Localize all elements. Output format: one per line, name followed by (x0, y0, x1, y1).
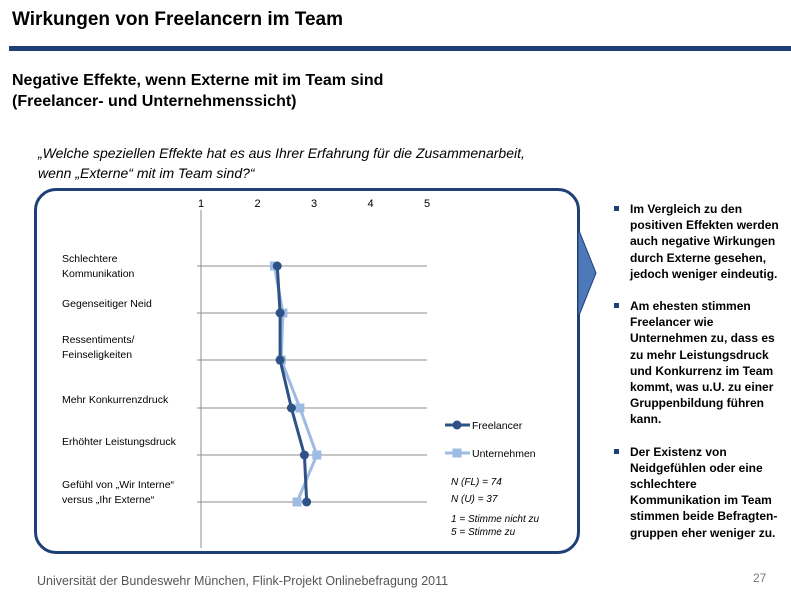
data-point-unternehmen (312, 451, 321, 460)
legend-label: Unternehmen (472, 448, 536, 460)
data-point-freelancer (300, 451, 309, 460)
footer-text: Universität der Bundeswehr München, Flink-Projekt Onlinebefragung 2011 (37, 574, 449, 588)
data-point-freelancer (287, 404, 296, 413)
question-line-1: „Welche speziellen Effekte hat es aus Ihrer Erfahrung für die Zusammenarbeit, (38, 145, 525, 161)
arrow-right-icon (578, 228, 598, 318)
chart-note: N (FL) = 74 (451, 477, 502, 488)
chart-note: N (U) = 37 (451, 494, 498, 505)
page-title: Wirkungen von Freelancern im Team (12, 9, 344, 30)
chart-note: 5 = Stimme zu (451, 527, 516, 538)
question-line-2: wenn „Externe“ mit im Team sind?“ (38, 165, 255, 181)
legend-label: Freelancer (472, 420, 523, 432)
category-label: Gegenseitiger Neid (62, 298, 152, 310)
category-label: Erhöhter Leistungsdruck (62, 436, 176, 448)
x-tick-label: 3 (310, 198, 318, 210)
category-label: Ressentiments/ (62, 334, 135, 346)
chart-note: 1 = Stimme nicht zu (451, 514, 540, 525)
x-tick-label: 4 (367, 198, 374, 210)
category-label: versus „Ihr Externe“ (62, 494, 155, 506)
data-point-unternehmen (295, 404, 304, 413)
subtitle-line-2: (Freelancer- und Unternehmenssicht) (12, 93, 297, 110)
bullet-item: Der Existenz von Neidgefühlen oder eine schlechtere Kommunikation im Team stimmen beide Befragten-gruppen eher weniger zu. (611, 444, 786, 541)
category-label: Feinseligkeiten (62, 349, 133, 361)
x-tick-label: 2 (254, 198, 261, 210)
page-number: 27 (753, 571, 767, 585)
bullet-square-icon (614, 303, 619, 308)
x-tick-label: 5 (423, 198, 431, 210)
bullet-item: Im Vergleich zu den positiven Effekten werden auch negative Wirkungen durch Externe gesehen, jedoch weniger eindeutig. (611, 201, 786, 282)
category-label: Mehr Konkurrenzdruck (62, 394, 169, 406)
data-point-freelancer (276, 309, 285, 318)
data-point-unternehmen (293, 498, 302, 507)
data-point-freelancer (273, 262, 282, 271)
bullet-square-icon (614, 206, 619, 211)
data-point-freelancer (276, 356, 285, 365)
category-label: Schlechtere (62, 253, 118, 265)
bullet-square-icon (614, 449, 619, 454)
legend-marker (453, 449, 462, 458)
bullet-item: Am ehesten stimmen Freelancer wie Unternehmen zu, dass es zu mehr Leistungsdruck und Konkurrenz im Team kommt, was u.U. zu einer Gruppenbildung führen kann. (611, 298, 786, 428)
bullet-list (611, 201, 786, 557)
category-label: Kommunikation (62, 268, 135, 280)
data-point-freelancer (302, 498, 311, 507)
legend-marker (453, 421, 462, 430)
category-label: Gefühl von „Wir Interne“ (62, 479, 175, 491)
x-tick-label: 1 (197, 198, 205, 210)
subtitle-line-1: Negative Effekte, wenn Externe mit im Team sind (12, 72, 384, 89)
